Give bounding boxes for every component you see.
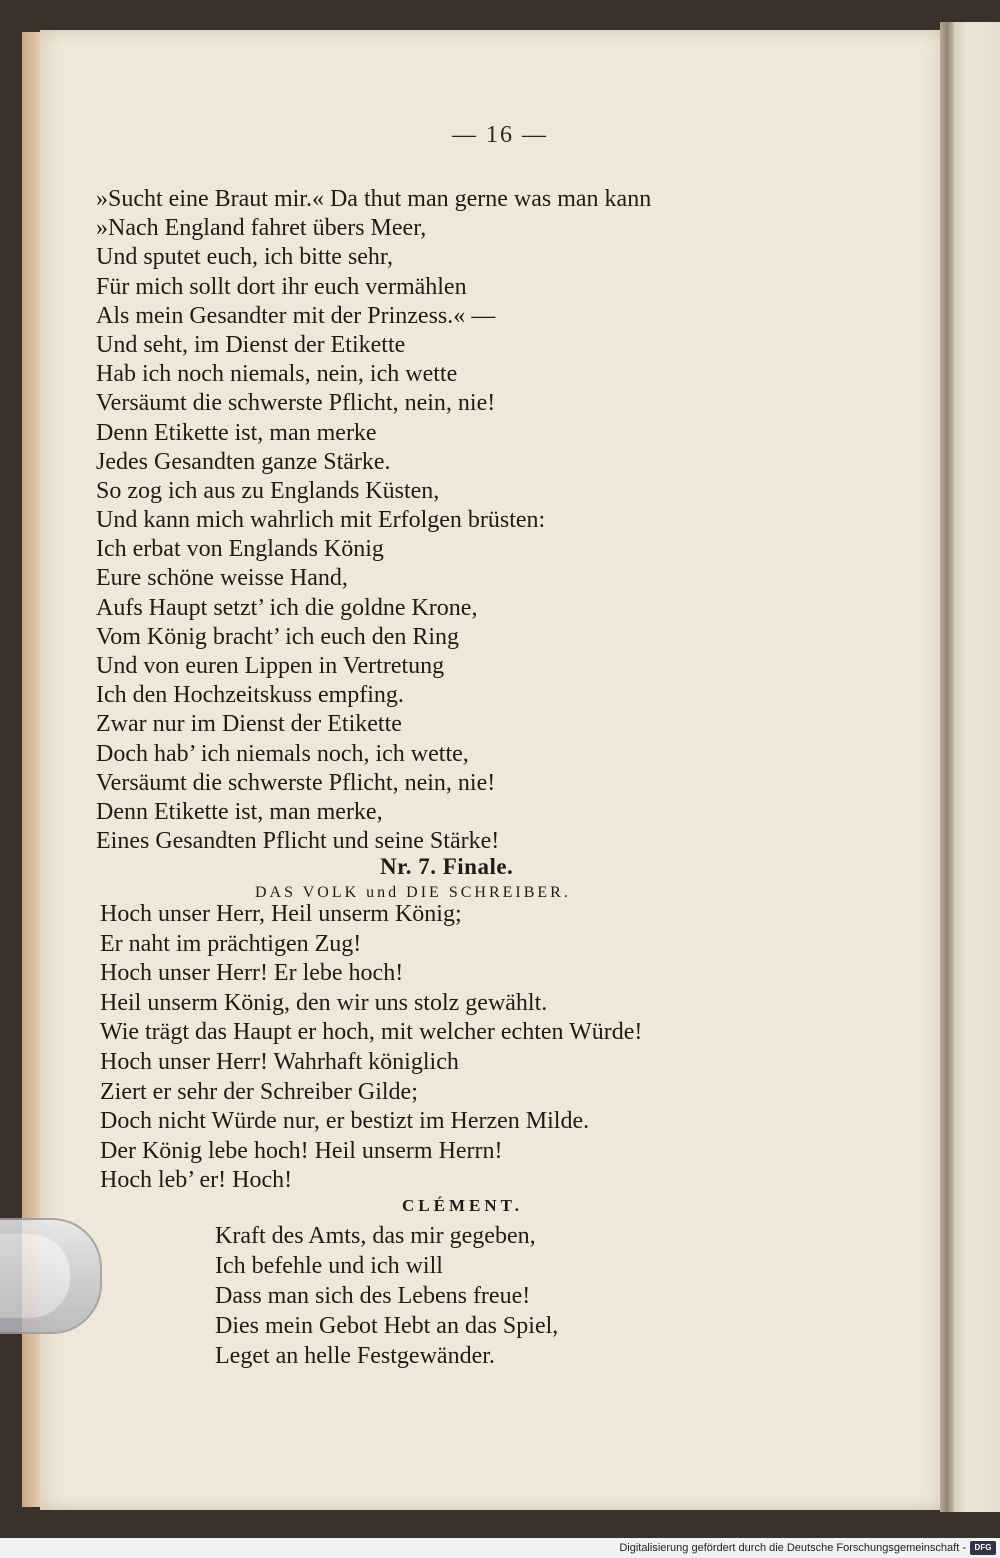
verse-line: Leget an helle Festgewänder. (215, 1343, 495, 1369)
verse-line: Ich befehle und ich will (215, 1253, 443, 1279)
verse-line: Hoch unser Herr! Wahrhaft königlich (100, 1048, 459, 1075)
verse-line: Ich den Hochzeitskuss empfing. (96, 682, 404, 709)
page-number: — 16 — (452, 122, 548, 148)
verse-line: Für mich sollt dort ihr euch vermählen (96, 273, 467, 300)
verse-line: Versäumt die schwerste Pflicht, nein, nie! (96, 769, 496, 796)
verse-block-b (100, 900, 642, 1196)
verse-line: Vom König bracht’ ich euch den Ring (96, 623, 460, 650)
book-gutter (940, 22, 954, 1512)
verse-line: Zwar nur im Dienst der Etikette (96, 711, 402, 738)
verse-line: Dies mein Gebot Hebt an das Spiel, (215, 1313, 559, 1339)
verse-line: Denn Etikette ist, man merke (96, 419, 377, 446)
verse-line: Und von euren Lippen in Vertretung (96, 653, 445, 679)
verse-line: So zog ich aus zu Englands Küsten, (96, 477, 440, 504)
next-page-edge (948, 22, 1000, 1512)
verse-line: Denn Etikette ist, man merke, (96, 798, 383, 825)
verse-line: Und kann mich wahrlich mit Erfolgen brüsten: (96, 507, 546, 534)
verse-block-a (96, 185, 651, 856)
verse-line: Und sputet euch, ich bitte sehr, (96, 244, 393, 271)
verse-line: Hoch unser Herr, Heil unserm König; (100, 901, 462, 927)
verse-line: Er naht im prächtigen Zug! (100, 930, 362, 957)
verse-line: Jedes Gesandten ganze Stärke. (96, 448, 391, 475)
verse-line: Hoch unser Herr! Er lebe hoch! (100, 960, 404, 987)
thumb-clip-inner (0, 1234, 70, 1318)
dfg-logo-icon: DFG (970, 1541, 996, 1555)
verse-line: Doch hab’ ich niemals noch, ich wette, (96, 740, 469, 767)
verse-line: »Sucht eine Braut mir.« Da thut man gerne was man kann (96, 186, 652, 212)
verse-line: Kraft des Amts, das mir gegeben, (215, 1223, 536, 1249)
footer-credit: Digitalisierung gefördert durch die Deutsche Forschungsgemeinschaft - (619, 1542, 966, 1554)
section-heading-finale: Nr. 7. Finale. (380, 854, 514, 879)
verse-line: Ziert er sehr der Schreiber Gilde; (100, 1078, 418, 1105)
verse-line: Der König lebe hoch! Heil unserm Herrn! (100, 1137, 503, 1164)
verse-line: Aufs Haupt setzt’ ich die goldne Krone, (96, 594, 478, 621)
verse-block-c (215, 1221, 558, 1371)
verse-line: Als mein Gesandter mit der Prinzess.« — (96, 302, 496, 329)
speaker-heading-volk: DAS VOLK und DIE SCHREIBER. (255, 884, 571, 901)
speaker-heading-clement: CLÉMENT. (402, 1196, 523, 1215)
verse-line: »Nach England fahret übers Meer, (96, 215, 427, 242)
verse-line: Heil unserm König, den wir uns stolz gewählt. (100, 989, 548, 1016)
verse-line: Wie trägt das Haupt er hoch, mit welcher echten Würde! (100, 1019, 643, 1046)
verse-line: Ich erbat von Englands König (96, 536, 384, 563)
verse-line: Hoch leb’ er! Hoch! (100, 1167, 293, 1194)
verse-line: Hab ich noch niemals, nein, ich wette (96, 361, 458, 388)
verse-line: Eines Gesandten Pflicht und seine Stärke! (96, 828, 500, 855)
verse-line: Doch nicht Würde nur, er bestizt im Herzen Milde. (100, 1108, 590, 1135)
verse-line: Eure schöne weisse Hand, (96, 565, 348, 592)
verse-line: Versäumt die schwerste Pflicht, nein, nie! (96, 390, 496, 417)
thumb-clip (0, 1218, 102, 1334)
verse-line: Dass man sich des Lebens freue! (215, 1283, 531, 1309)
verse-line: Und seht, im Dienst der Etikette (96, 331, 406, 358)
